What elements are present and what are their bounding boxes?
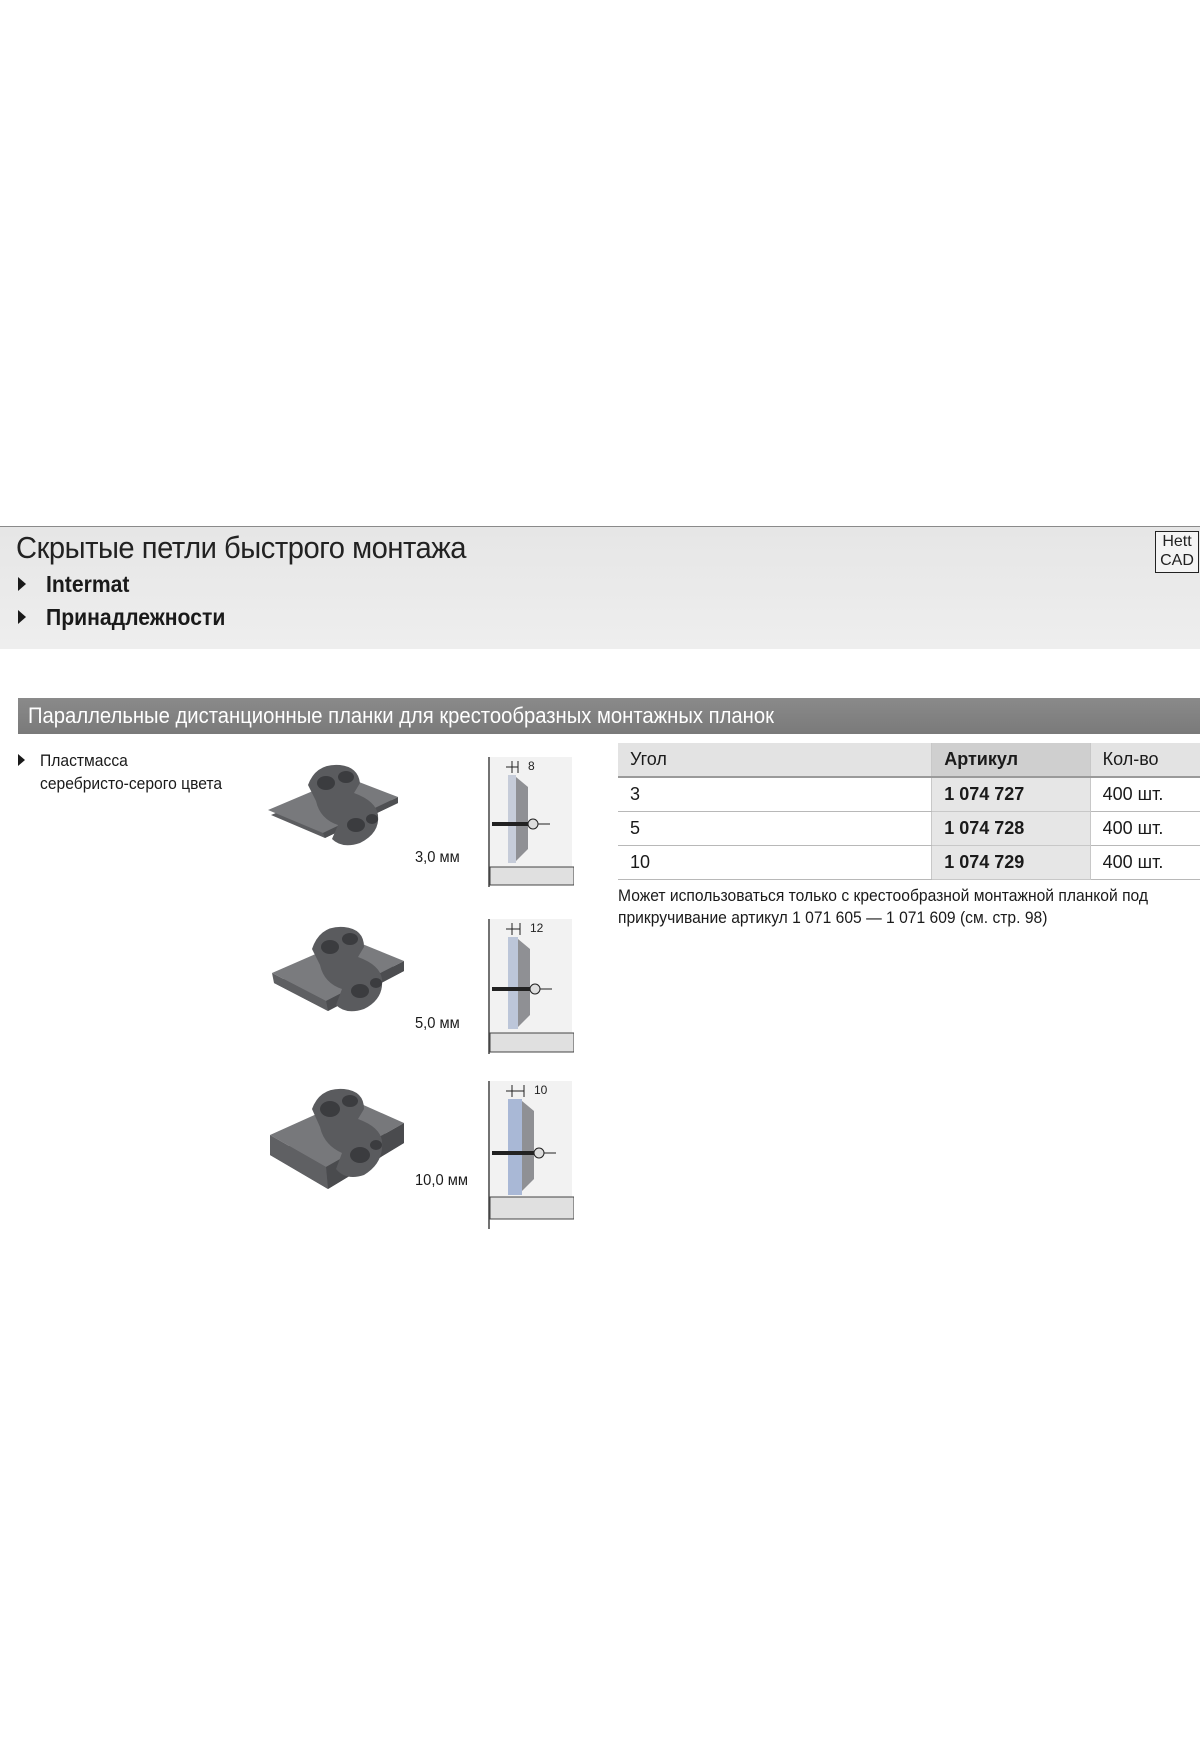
caret-right-icon xyxy=(18,610,26,624)
section-title: Параллельные дистанционные планки для крестообразных монтажных планок xyxy=(28,703,774,728)
dimension-label: 10 xyxy=(534,1083,548,1097)
column-header-angle: Угол xyxy=(618,743,932,777)
spacer-plate-10mm-image xyxy=(270,1083,430,1203)
dimension-label: 8 xyxy=(528,759,535,773)
cell-qty: 400 шт. xyxy=(1090,846,1200,880)
breadcrumb-item-intermat[interactable]: Intermat xyxy=(18,569,137,599)
cell-qty: 400 шт. xyxy=(1090,812,1200,846)
breadcrumb-item-accessories[interactable]: Принадлежности xyxy=(18,602,241,632)
table-row xyxy=(618,777,1200,812)
catalog-page xyxy=(0,526,1200,1233)
table-row xyxy=(618,812,1200,846)
material-line-2: серебристо-серого цвета xyxy=(40,774,223,793)
spacer-plate-5mm-image xyxy=(272,917,422,1027)
cell-angle: 5 xyxy=(618,812,932,846)
cell-angle: 10 xyxy=(618,846,932,880)
spacer-plate-3mm-image xyxy=(268,755,418,865)
compatibility-note: Может использоваться только с крестообразной монтажной планкой под прикручивание артикул 1 071 605 — 1 071 609 (см. стр. 98) xyxy=(618,886,1149,927)
mounting-diagram-3mm xyxy=(488,757,574,887)
caret-right-icon xyxy=(18,754,25,766)
caret-right-icon xyxy=(18,577,26,591)
cell-angle: 3 xyxy=(618,777,932,812)
article-table xyxy=(618,743,1200,880)
thickness-label: 5,0 мм xyxy=(415,1015,460,1032)
hettcad-badge[interactable]: Hett CAD xyxy=(1155,531,1199,573)
cell-article: 1 074 727 xyxy=(932,777,1090,812)
thickness-label: 3,0 мм xyxy=(415,849,460,866)
cell-qty: 400 шт. xyxy=(1090,777,1200,812)
column-header-article: Артикул xyxy=(932,743,1090,777)
table-row xyxy=(618,846,1200,880)
cell-article: 1 074 729 xyxy=(932,846,1090,880)
cell-article: 1 074 728 xyxy=(932,812,1090,846)
mounting-diagram-5mm xyxy=(488,919,574,1054)
dimension-label: 12 xyxy=(530,921,544,935)
page-title: Скрытые петли быстрого монтажа xyxy=(16,530,467,565)
material-line-1: Пластмасса xyxy=(40,751,128,770)
header-band xyxy=(0,527,1200,649)
column-header-qty: Кол-во xyxy=(1090,743,1200,777)
section-title-bar xyxy=(18,698,1200,734)
mounting-diagram-10mm xyxy=(488,1081,574,1229)
thickness-label: 10,0 мм xyxy=(415,1172,468,1189)
table-header-row xyxy=(618,743,1200,777)
